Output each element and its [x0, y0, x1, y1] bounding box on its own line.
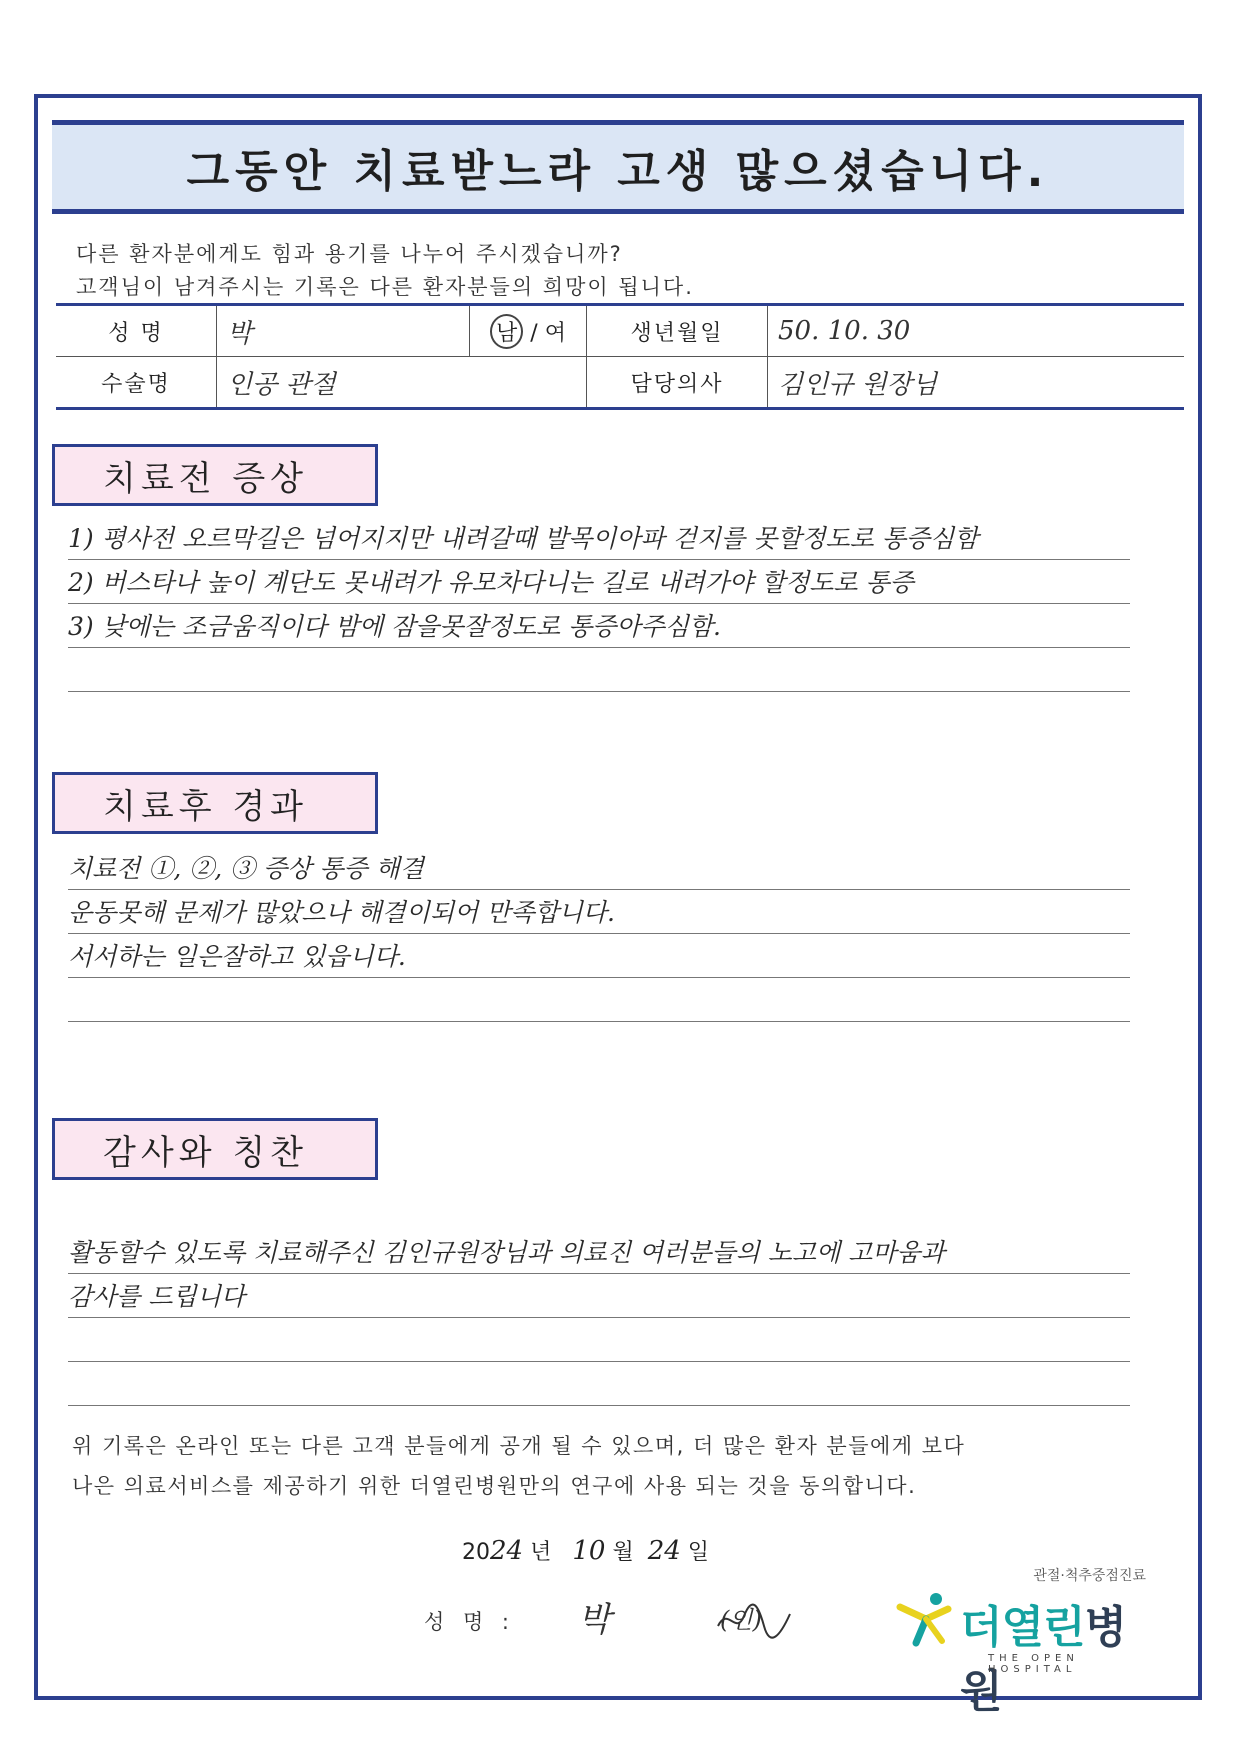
- thanks-line: [68, 1318, 1130, 1362]
- date-line: [462, 1535, 709, 1566]
- before-text: 2) 버스타나 높이 계단도 못내려가 유모차다니는 길로 내려가야 할정도로 통증: [68, 568, 914, 597]
- intro-line-1: 다른 환자분에게도 힘과 용기를 나누어 주시겠습니까?: [76, 242, 623, 266]
- signature-label: 성 명 :: [424, 1610, 515, 1634]
- date-day-unit: 일: [687, 1540, 710, 1565]
- logo-name-part1: 더열린: [960, 1602, 1085, 1653]
- birth-label: 생년월일: [587, 305, 768, 357]
- date-month: 10: [572, 1536, 606, 1566]
- name-value: 박: [227, 318, 253, 349]
- after-line: [68, 890, 1130, 934]
- doctor-value: 김인규 원장님: [778, 369, 937, 400]
- section-heading-after: 치료후 경과: [52, 772, 378, 834]
- after-text: 운동못해 문제가 많았으나 해결이되어 만족합니다.: [68, 898, 615, 927]
- thanks-line: [68, 1362, 1130, 1406]
- gender-separator: /: [530, 320, 538, 346]
- surgery-value: 인공 관절: [227, 369, 336, 400]
- birth-field: [768, 305, 1185, 357]
- thanks-lines: [68, 1230, 1130, 1406]
- after-line: [68, 934, 1130, 978]
- before-line: [68, 516, 1130, 560]
- gender-field: [470, 305, 587, 357]
- surgery-field: [217, 357, 587, 409]
- thanks-text: 감사를 드립니다: [68, 1282, 245, 1311]
- before-text: 3) 낮에는 조금움직이다 밤에 잠을못잘정도로 통증아주심함.: [68, 612, 721, 641]
- consent-line-2: 나은 의료서비스를 제공하기 위한 더열린병원만의 연구에 사용 되는 것을 동의합니다.: [72, 1474, 917, 1498]
- title-band: [52, 120, 1184, 214]
- patient-info-table: [56, 303, 1184, 410]
- before-line: [68, 648, 1130, 692]
- before-text: 1) 평사전 오르막길은 넘어지지만 내려갈때 발목이아파 걷지를 못할정도로 통증심함: [68, 524, 979, 553]
- thanks-line: [68, 1230, 1130, 1274]
- before-line: [68, 604, 1130, 648]
- after-line: [68, 978, 1130, 1022]
- thanks-line: [68, 1274, 1130, 1318]
- date-year: 24: [490, 1536, 524, 1566]
- after-lines: [68, 846, 1130, 1022]
- date-prefix: 20: [462, 1540, 490, 1565]
- name-label: 성 명: [56, 305, 217, 357]
- section-heading-before: 치료전 증상: [52, 444, 378, 506]
- before-line: [68, 560, 1130, 604]
- doctor-field: [768, 357, 1185, 409]
- section-heading-thanks: 감사와 칭찬: [52, 1118, 378, 1180]
- logo-tagline: 관절·척추중점진료: [1033, 1568, 1146, 1584]
- after-text: 치료전 ①, ②, ③ 증상 통증 해결: [68, 854, 424, 883]
- thanks-text: 활동할수 있도록 치료해주신 김인규원장님과 의료진 여러분들의 노고에 고마움과: [68, 1238, 945, 1267]
- surgery-label: 수술명: [56, 357, 217, 409]
- birth-value: 50. 10. 30: [778, 316, 911, 346]
- after-line: [68, 846, 1130, 890]
- signature-name: 박: [578, 1600, 611, 1640]
- hospital-logo: [896, 1565, 1156, 1717]
- name-field: [217, 305, 470, 357]
- doctor-label: 담당의사: [587, 357, 768, 409]
- gender-female: 여: [544, 320, 566, 346]
- signature-seal: (인): [720, 1606, 762, 1634]
- date-day: 24: [647, 1536, 681, 1566]
- after-text: 서서하는 일은잘하고 있읍니다.: [68, 942, 406, 971]
- logo-english: THE OPEN HOSPITAL: [988, 1653, 1079, 1675]
- intro-line-2: 고객님이 남겨주시는 기록은 다른 환자분들의 희망이 됩니다.: [76, 275, 694, 299]
- date-year-unit: 년: [530, 1540, 552, 1565]
- logo-name-part2: 병원: [960, 1602, 1127, 1717]
- before-lines: [68, 516, 1130, 692]
- date-month-unit: 월: [612, 1540, 634, 1565]
- consent-line-1: 위 기록은 온라인 또는 다른 고객 분들에게 공개 될 수 있으며, 더 많은 환자 분들에게 보다: [72, 1434, 966, 1458]
- hospital-mark-icon: [896, 1589, 956, 1649]
- signature-scribble-icon: [714, 1596, 794, 1646]
- gender-male: 남: [490, 314, 523, 349]
- page-title: 그동안 치료받느라 고생 많으셨습니다.: [186, 146, 1050, 197]
